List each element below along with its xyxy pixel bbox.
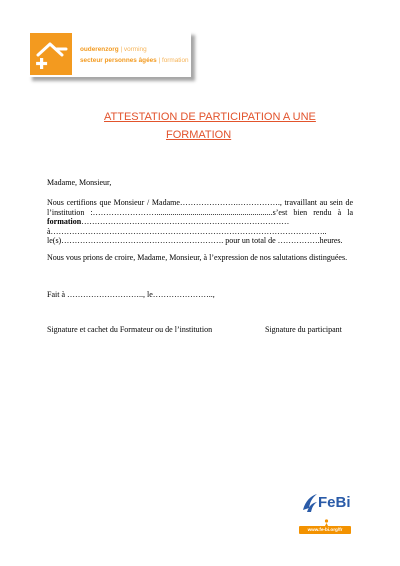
body-line-3-rest: …………………………………………………………………… xyxy=(81,217,290,227)
plus-horizontal-shape xyxy=(36,62,47,65)
trainer-signature-label: Signature et cachet du Formateur ou de l’institution xyxy=(47,325,213,335)
febi-bird-icon-graphic xyxy=(301,492,318,513)
closing-sentence: Nous vous prions de croire, Madame, Monsieur, à l’expression de nos salutations distinguées. xyxy=(47,253,348,263)
place-date-line: Fait à ……………………….., le………………….., xyxy=(47,290,215,300)
logo-tagline-fr: | formation xyxy=(156,57,189,64)
logo-line-1 xyxy=(80,46,147,54)
body-line-5: le(s)……………………………………………………. pour un total de …………….heures. xyxy=(47,236,343,245)
body-line-4: à………………………………………………………………………………………….. xyxy=(47,226,327,236)
febi-bird-icon xyxy=(301,492,318,513)
person-icon xyxy=(323,515,330,524)
header-logo xyxy=(28,31,191,77)
training-label: formation xyxy=(47,217,82,227)
logo-tagline-nl: | vorming xyxy=(118,46,147,53)
logo-line-2 xyxy=(80,57,189,65)
logo-brand-nl: ouderenzorg xyxy=(80,46,119,53)
participant-signature-label: Signature du participant xyxy=(265,325,342,335)
document-title-line-1: ATTESTATION DE PARTICIPATION A UNE xyxy=(104,111,316,123)
logo-brand-fr: secteur personnes âgées xyxy=(80,57,157,64)
febi-website-label: www.fe-bi.org/fr xyxy=(299,526,351,534)
body-line-1: Nous certifions que Monsieur / Madame………………….……………., travaillant au sein de xyxy=(47,198,353,208)
document-title-line-2: FORMATION xyxy=(166,129,232,141)
house-plus-icon xyxy=(30,33,72,75)
body-line-3 xyxy=(47,217,353,226)
body-line-2: l’institution :……………………..........................................................s’est bien rendu à la xyxy=(47,207,353,217)
febi-logo-text: FeBi xyxy=(318,494,351,511)
person-head-shape xyxy=(325,519,328,522)
house-plus-icon-graphic xyxy=(30,33,72,75)
salutation: Madame, Monsieur, xyxy=(47,178,112,188)
